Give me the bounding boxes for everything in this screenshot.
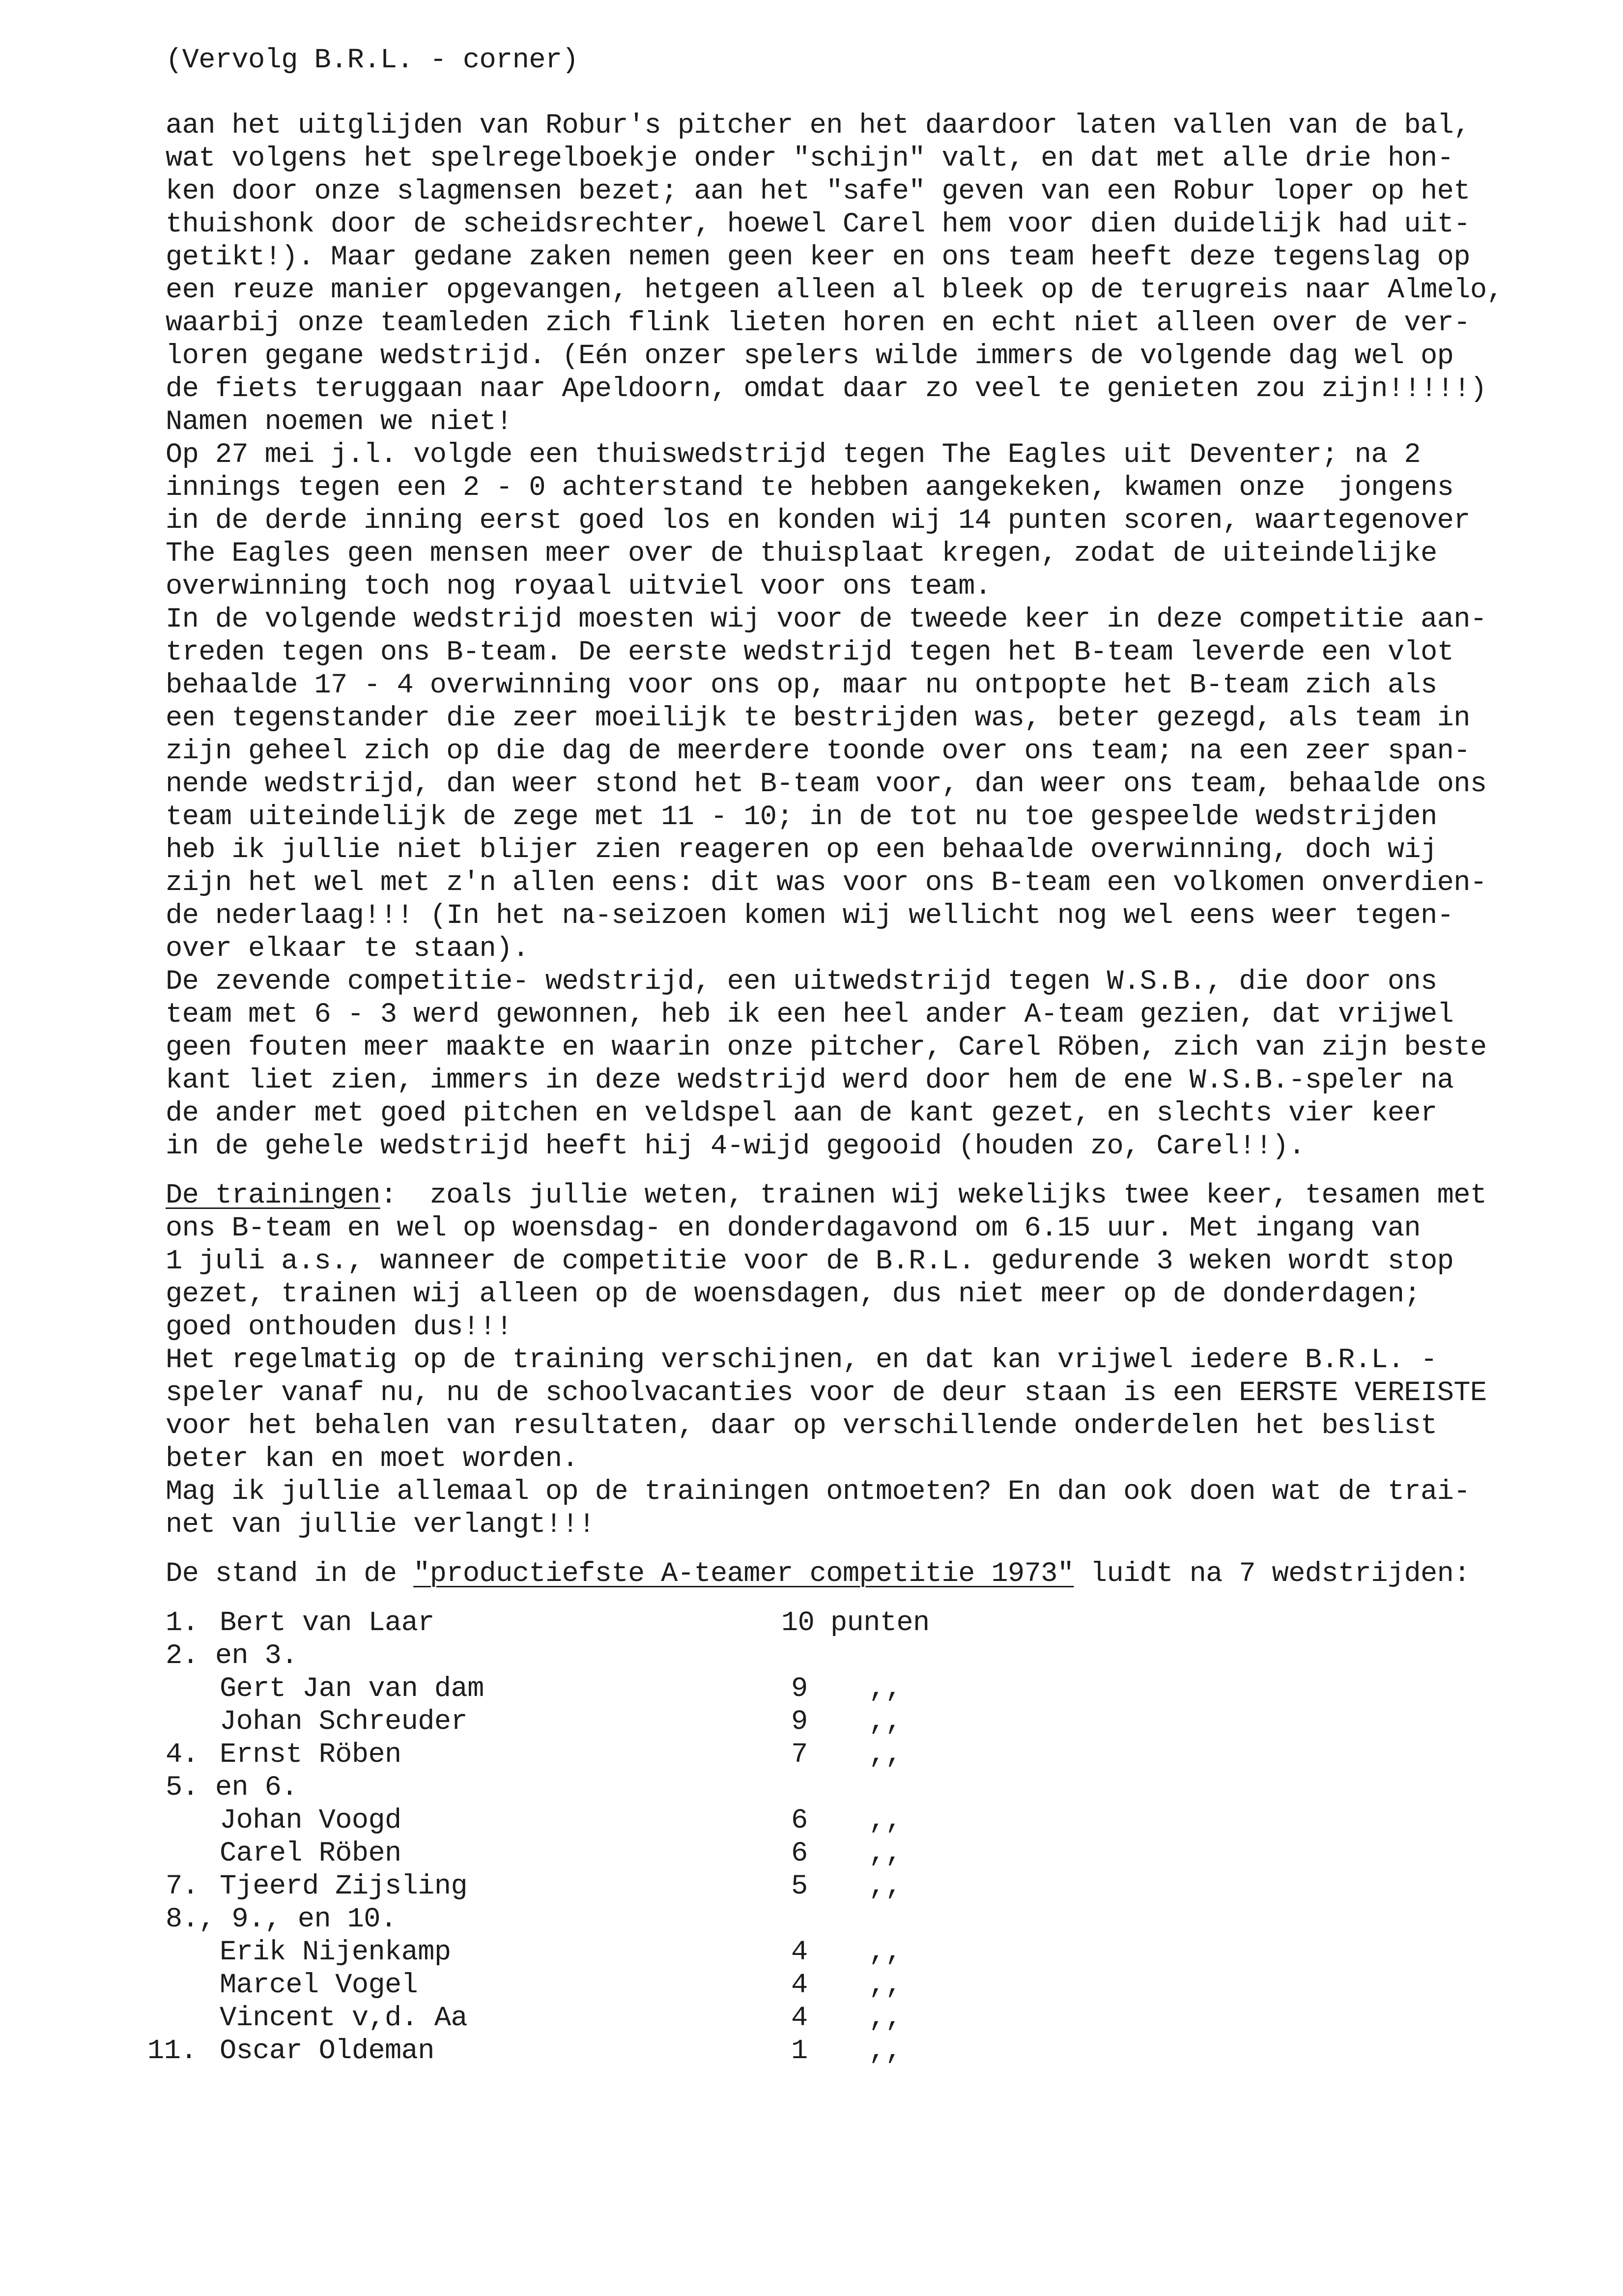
text-line: een tegenstander die zeer moeilijk te bestrijden was, beter gezegd, als team in bbox=[166, 703, 1470, 734]
text-line: kant liet zien, immers in deze wedstrijd werd door hem de ene W.S.B.-speler na bbox=[166, 1065, 1454, 1096]
player-name: Johan Voogd bbox=[220, 1805, 401, 1837]
text-line: heb ik jullie niet blijer zien reageren op een behaalde overwinning, doch wij bbox=[166, 834, 1437, 866]
rank: 8., 9., en 10. bbox=[166, 1904, 397, 1935]
text-line: net van jullie verlangt!!! bbox=[166, 1509, 595, 1541]
points: 4 bbox=[791, 1937, 808, 1968]
text-line: team met 6 - 3 werd gewonnen, heb ik een heel ander A-team gezien, dat vrijwel bbox=[166, 999, 1454, 1031]
points-unit: ,, bbox=[869, 1706, 902, 1738]
points: 6 bbox=[791, 1805, 808, 1837]
text-line: zijn het wel met z'n allen eens: dit was voor ons B-team een volkomen onverdien- bbox=[166, 867, 1487, 899]
points: 7 bbox=[791, 1739, 808, 1771]
text-line: treden tegen ons B-team. De eerste wedstrijd tegen het B-team leverde een vlot bbox=[166, 637, 1454, 668]
standings-intro bbox=[166, 1560, 1470, 1588]
points: 9 bbox=[791, 1673, 808, 1705]
rank: 7. bbox=[166, 1871, 199, 1902]
text-line: de ander met goed pitchen en veldspel aan de kant gezet, en slechts vier keer bbox=[166, 1098, 1437, 1129]
standings-intro-post: luidt na 7 wedstrijden: bbox=[1074, 1558, 1470, 1590]
rank: 1. bbox=[166, 1607, 199, 1639]
points: 4 bbox=[791, 1970, 808, 2001]
text-line: getikt!). Maar gedane zaken nemen geen keer en ons team heeft deze tegenslag op bbox=[166, 242, 1470, 273]
player-name: Erik Nijenkamp bbox=[220, 1937, 451, 1968]
trainingen-heading: De trainingen bbox=[166, 1180, 380, 1211]
points-unit: ,, bbox=[869, 1805, 902, 1837]
text-line: Het regelmatig op de training verschijnen, en dat kan vrijwel iedere B.R.L. - bbox=[166, 1345, 1437, 1376]
points: 10 bbox=[781, 1607, 815, 1639]
rank: 2. en 3. bbox=[166, 1640, 298, 1672]
text-line: zijn geheel zich op die dag de meerdere toonde over ons team; na een zeer span- bbox=[166, 736, 1470, 767]
points: 1 bbox=[791, 2036, 808, 2067]
points: 6 bbox=[791, 1838, 808, 1869]
text-line: thuishonk door de scheidsrechter, hoewel Carel hem voor dien duidelijk had uit- bbox=[166, 209, 1470, 240]
rank: 4. bbox=[166, 1739, 199, 1771]
text-line: in de gehele wedstrijd heeft hij 4-wijd gegooid (houden zo, Carel!!). bbox=[166, 1131, 1305, 1162]
text-line: de nederlaag!!! (In het na-seizoen komen wij wellicht nog wel eens weer tegen- bbox=[166, 900, 1454, 932]
player-name: Gert Jan van dam bbox=[220, 1673, 484, 1705]
points-unit: ,, bbox=[869, 1673, 902, 1705]
text-line: loren gegane wedstrijd. (Eén onzer spelers wilde immers de volgende dag wel op bbox=[166, 341, 1454, 372]
points-unit: ,, bbox=[869, 1739, 902, 1771]
player-name: Johan Schreuder bbox=[220, 1706, 468, 1738]
points-unit: ,, bbox=[869, 1970, 902, 2001]
points-unit: ,, bbox=[869, 2003, 902, 2034]
trainingen-first-rest: : zoals jullie weten, trainen wij wekelijks twee keer, tesamen met bbox=[380, 1180, 1487, 1211]
text-line: 1 juli a.s., wanneer de competitie voor de B.R.L. gedurende 3 weken wordt stop bbox=[166, 1246, 1454, 1277]
text-line: de fiets teruggaan naar Apeldoorn, omdat daar zo veel te genieten zou zijn!!!!!) bbox=[166, 373, 1487, 405]
text-line: aan het uitglijden van Robur's pitcher en het daardoor laten vallen van de bal, bbox=[166, 110, 1470, 142]
points: 9 bbox=[791, 1706, 808, 1738]
player-name: Marcel Vogel bbox=[220, 1970, 418, 2001]
text-line: innings tegen een 2 - 0 achterstand te hebben aangekeken, kwamen onze jongens bbox=[166, 472, 1454, 504]
points: 4 bbox=[791, 2003, 808, 2034]
text-line: voor het behalen van resultaten, daar op verschillende onderdelen het beslist bbox=[166, 1410, 1437, 1442]
text-line: beter kan en moet worden. bbox=[166, 1443, 579, 1475]
text-line: Op 27 mei j.l. volgde een thuiswedstrijd tegen The Eagles uit Deventer; na 2 bbox=[166, 439, 1421, 471]
text-line: behaalde 17 - 4 overwinning voor ons op, maar nu ontpopte het B-team zich als bbox=[166, 670, 1437, 701]
text-line: overwinning toch nog royaal uitviel voor ons team. bbox=[166, 571, 992, 603]
text-line: Mag ik jullie allemaal op de trainingen ontmoeten? En dan ook doen wat de trai- bbox=[166, 1476, 1470, 1508]
points-unit: ,, bbox=[869, 1871, 902, 1902]
page-header: (Vervolg B.R.L. - corner) bbox=[166, 45, 579, 76]
player-name: Tjeerd Zijsling bbox=[220, 1871, 468, 1902]
text-line: The Eagles geen mensen meer over de thuisplaat kregen, zodat de uiteindelijke bbox=[166, 538, 1437, 570]
text-line: Namen noemen we niet! bbox=[166, 406, 513, 438]
player-name: Vincent v,d. Aa bbox=[220, 2003, 468, 2034]
text-line: team uiteindelijk de zege met 11 - 10; in de tot nu toe gespeelde wedstrijden bbox=[166, 802, 1437, 833]
text-line: speler vanaf nu, nu de schoolvacanties voor de deur staan is een EERSTE VEREISTE bbox=[166, 1378, 1487, 1409]
player-name: Ernst Röben bbox=[220, 1739, 401, 1771]
points-unit: ,, bbox=[869, 1937, 902, 1968]
text-line: in de derde inning eerst goed los en konden wij 14 punten scoren, waartegenover bbox=[166, 505, 1470, 537]
text-line: De zevende competitie- wedstrijd, een uitwedstrijd tegen W.S.B., die door ons bbox=[166, 966, 1437, 998]
points-unit: ,, bbox=[869, 2036, 902, 2067]
points-unit: ,, bbox=[869, 1838, 902, 1869]
text-line: waarbij onze teamleden zich flink lieten horen en echt niet alleen over de ver- bbox=[166, 308, 1470, 339]
text-line: nende wedstrijd, dan weer stond het B-team voor, dan weer ons team, behaalde ons bbox=[166, 769, 1487, 800]
player-name: Carel Röben bbox=[220, 1838, 401, 1869]
text-line: een reuze manier opgevangen, hetgeen alleen al bleek op de terugreis naar Almelo, bbox=[166, 275, 1504, 306]
player-name: Bert van Laar bbox=[220, 1607, 434, 1639]
player-name: Oscar Oldeman bbox=[220, 2036, 434, 2067]
text-line: geen fouten meer maakte en waarin onze pitcher, Carel Röben, zich van zijn beste bbox=[166, 1032, 1487, 1063]
rank: 11. bbox=[147, 2036, 197, 2067]
text-line: wat volgens het spelregelboekje onder "schijn" valt, en dat met alle drie hon- bbox=[166, 143, 1454, 174]
text-line: ken door onze slagmensen bezet; aan het "safe" geven van een Robur loper op het bbox=[166, 176, 1470, 207]
text-line: goed onthouden dus!!! bbox=[166, 1312, 513, 1343]
text-line: ons B-team en wel op woensdag- en donderdagavond om 6.15 uur. Met ingang van bbox=[166, 1213, 1421, 1244]
text-line: gezet, trainen wij alleen op de woensdagen, dus niet meer op de donderdagen; bbox=[166, 1279, 1421, 1310]
standings-intro-pre: De stand in de bbox=[166, 1558, 414, 1590]
points: 5 bbox=[791, 1871, 808, 1902]
trainingen-first-line bbox=[166, 1182, 1486, 1210]
points-unit: punten bbox=[830, 1607, 930, 1639]
text-line: over elkaar te staan). bbox=[166, 933, 529, 965]
standings-title: "productiefste A-teamer competitie 1973" bbox=[413, 1558, 1074, 1590]
text-line: In de volgende wedstrijd moesten wij voor de tweede keer in deze competitie aan- bbox=[166, 604, 1487, 635]
rank: 5. en 6. bbox=[166, 1772, 298, 1804]
